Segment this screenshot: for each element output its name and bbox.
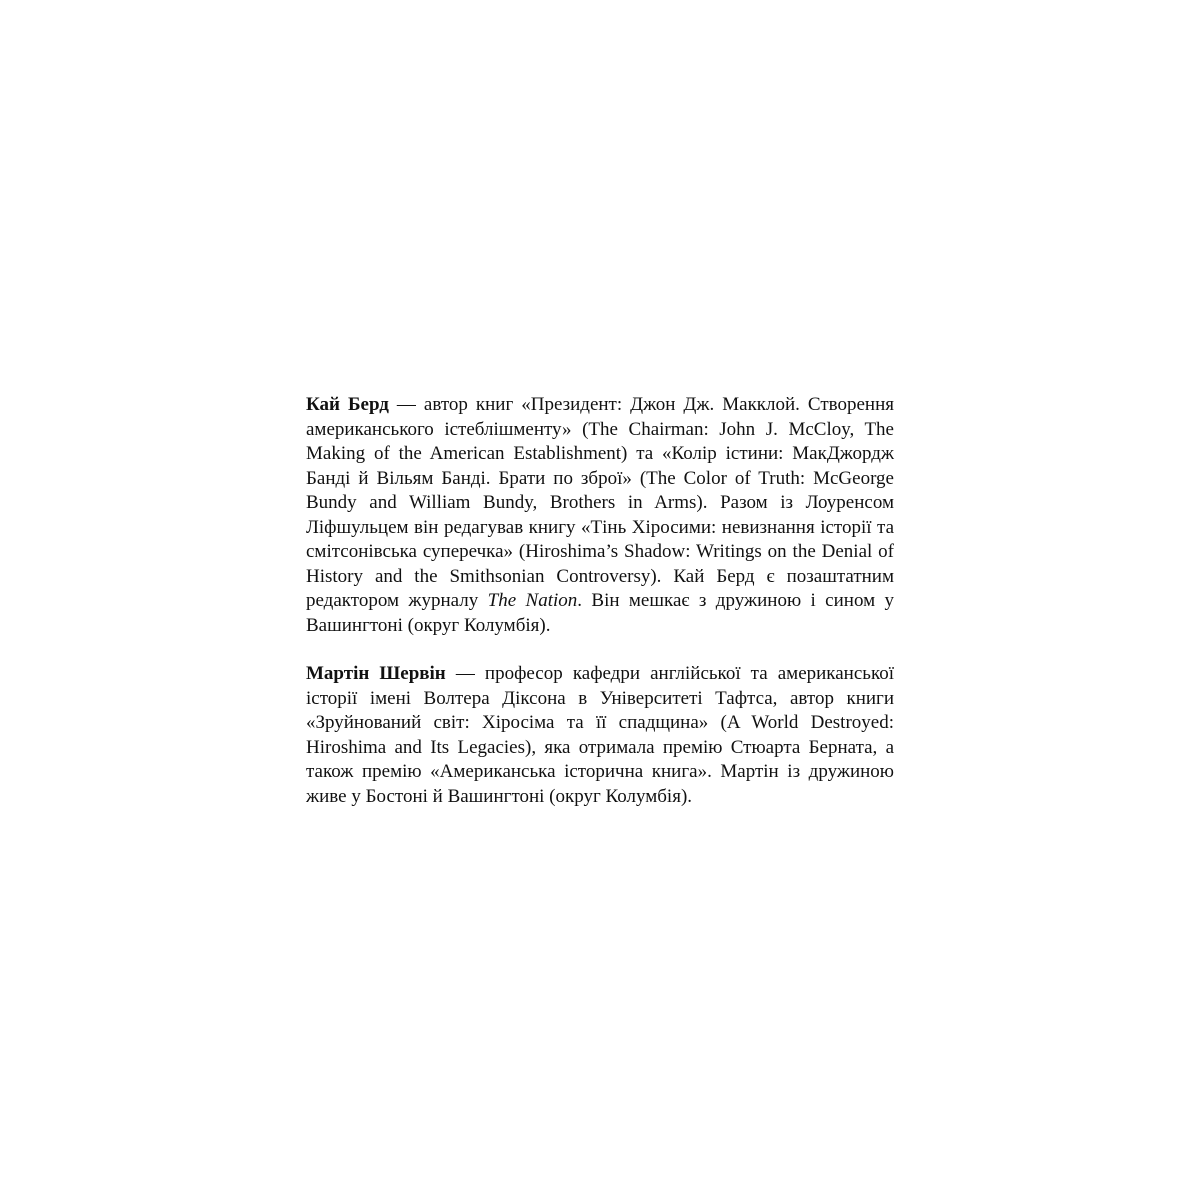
bio-text: — автор книг «Президент: Джон Дж. Макклой. Створення американського істеблішменту» (The Chairman: John J. McCloy, The Making of the American Establishment) та «Колір істини: МакДжордж Банді й Вільям Банді. Брати по зброї» (The Color of Truth: McGeorge Bundy and William Bundy, Brothers in Arms). Разом із Лоуренсом Ліфшульцем він редагував книгу «Тінь Хіросими: невизнання історії та смітсонівська суперечка» (Hiroshima’s Shadow: Writings on the Denial of History and the Smithsonian Controversy). Кай Берд є позаштатним редактором журналу (306, 394, 895, 611)
author-bios (306, 393, 894, 809)
bio-paragraph-sherwin (306, 662, 894, 809)
journal-title: The Nation (487, 590, 578, 611)
bio-text: — професор кафедри англійської та американської історії імені Волтера Діксона в Університеті Тафтса, автор книги «Зруйнований світ: Хіросіма та її спадщина» (A World Destroyed: Hiroshima and Its Legacies), яка отримала премію Стюарта Берната, а також премію «Американська історична книга». Мартін із дружиною живе у Бостоні й Вашингтоні (округ Колумбія). (306, 663, 894, 807)
author-name: Кай Берд (306, 394, 389, 415)
bio-text-end: . Він мешкає з дружиною і сином у Вашингтоні (округ Колумбія). (306, 590, 895, 636)
author-name: Мартін Шервін (306, 663, 446, 684)
bio-paragraph-bird (306, 393, 894, 638)
